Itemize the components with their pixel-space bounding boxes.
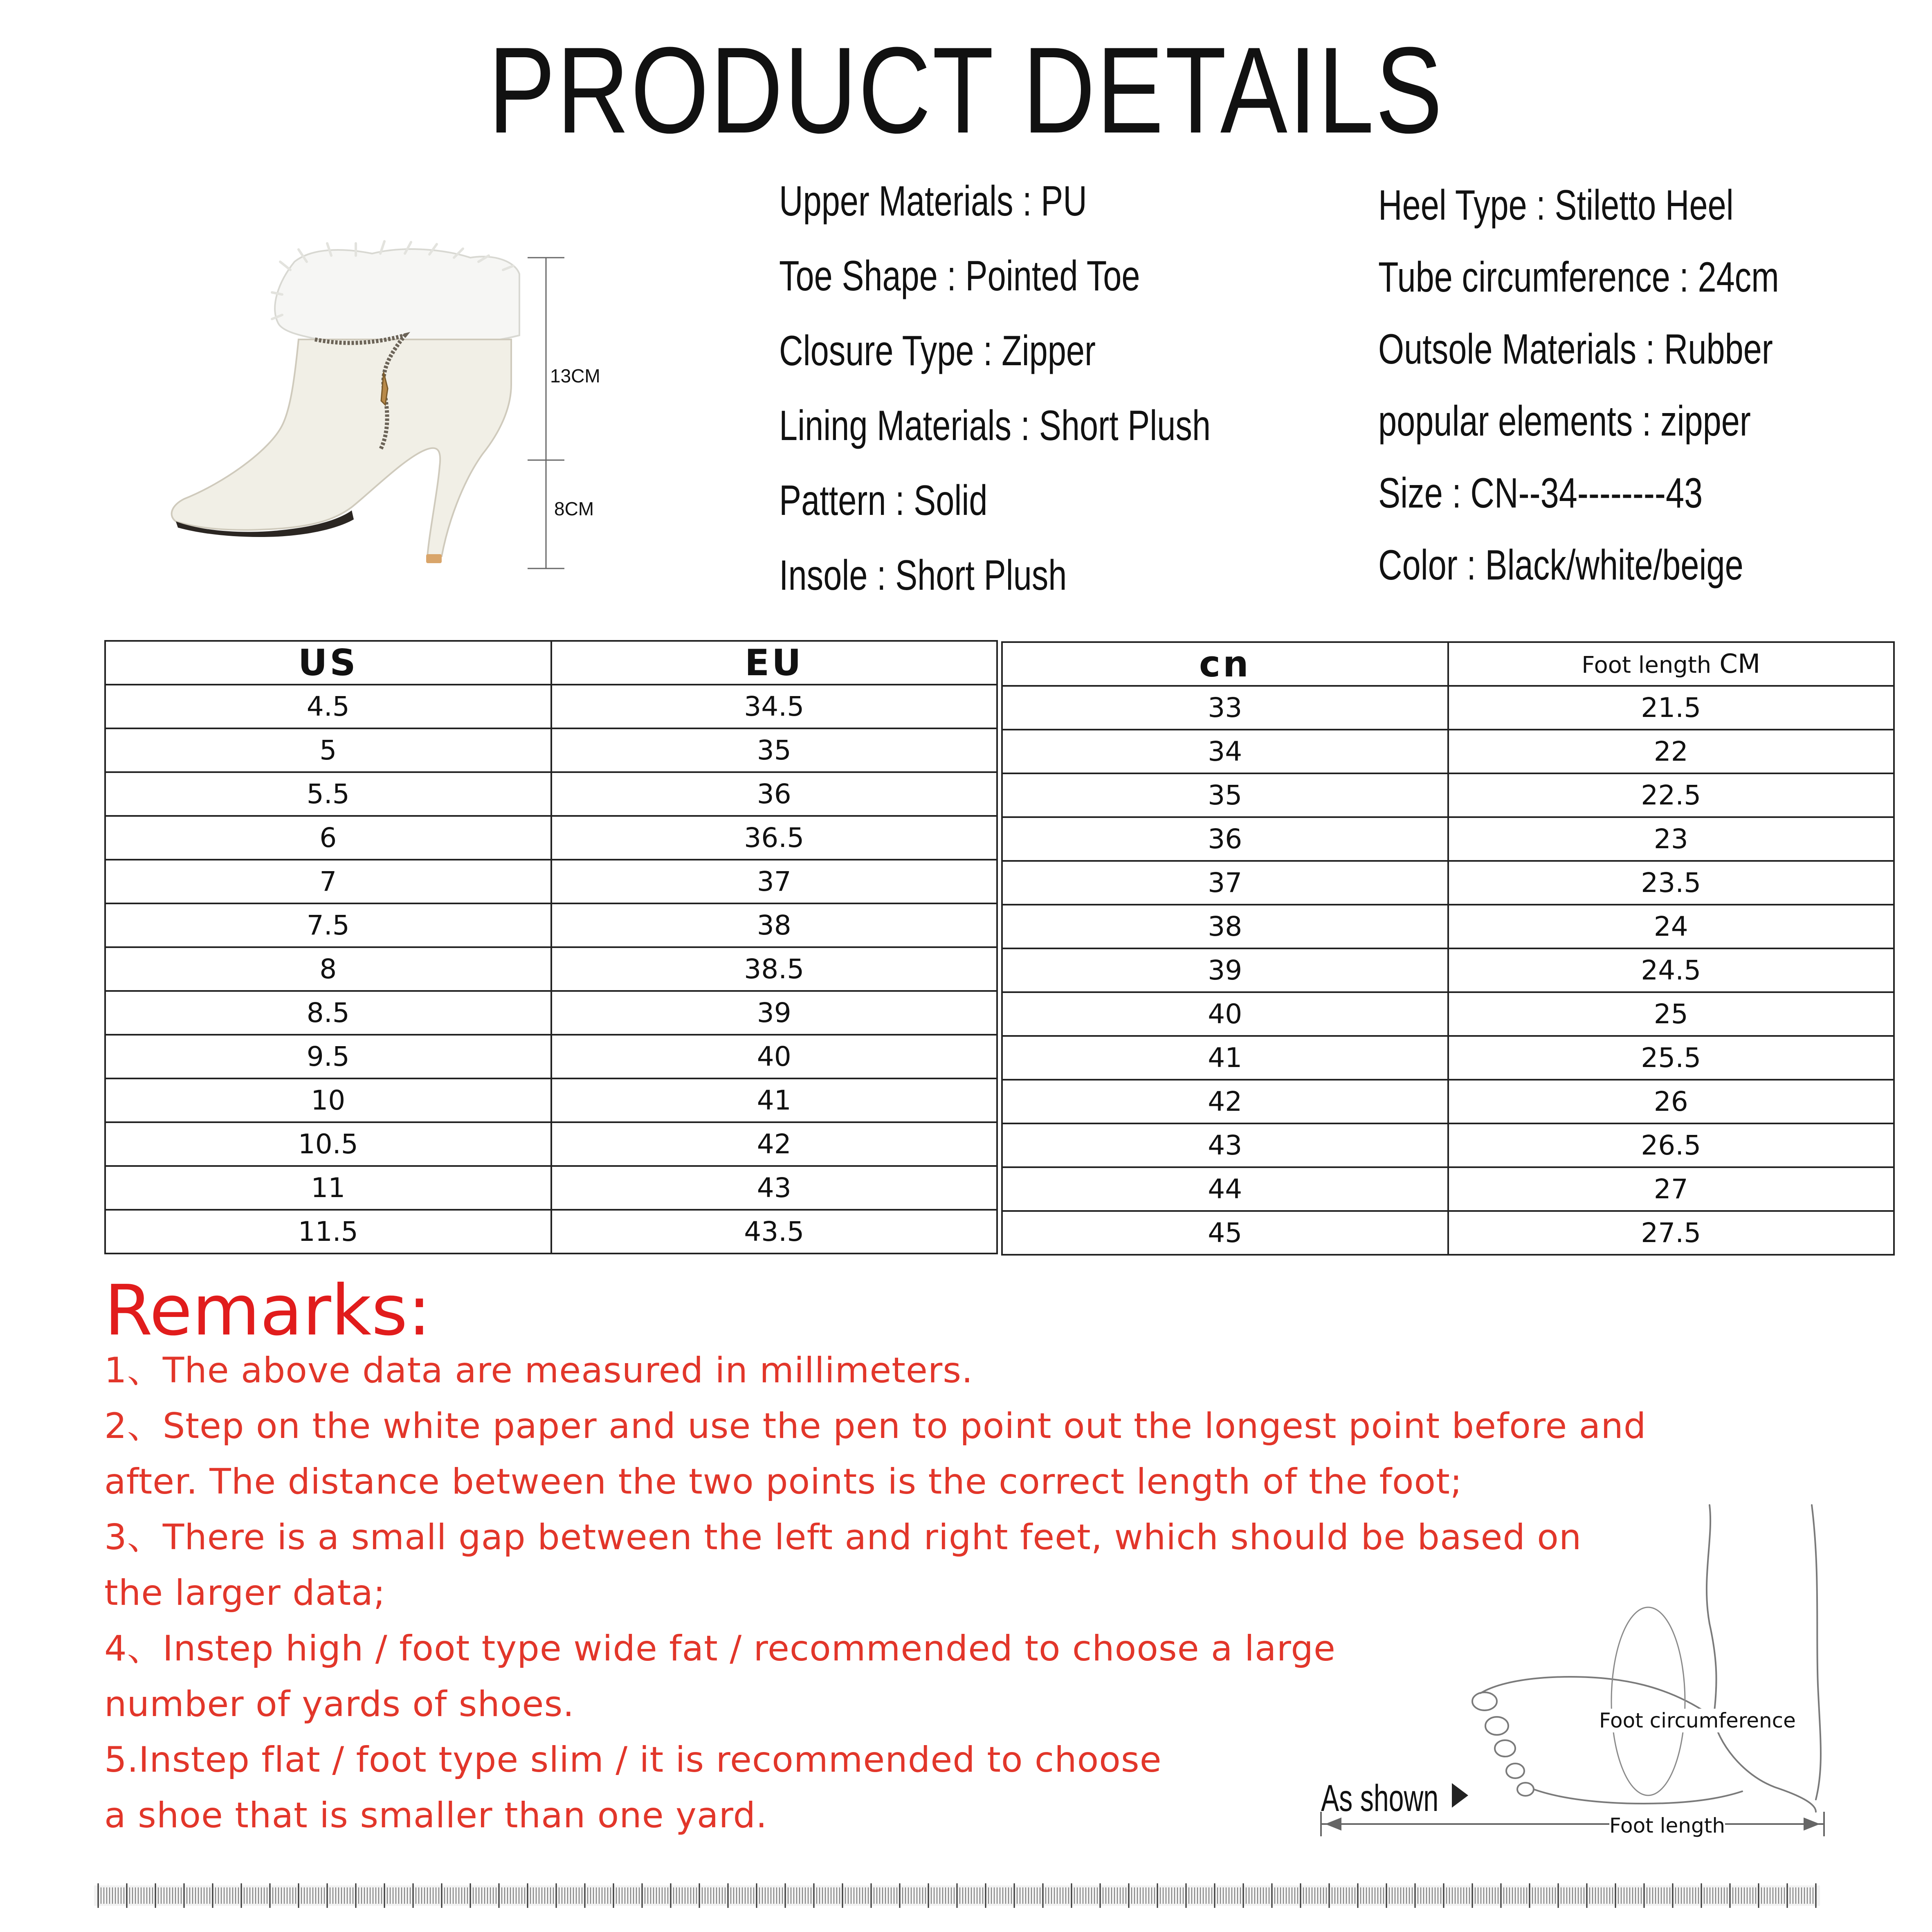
- page-title: PRODUCT DETAILS: [488, 21, 1444, 159]
- table-row: [1002, 817, 1894, 861]
- cell-eu: 37: [551, 860, 997, 903]
- cell-eu: 41: [551, 1078, 997, 1122]
- table-row: [105, 1166, 997, 1210]
- cell-cn: 36: [1002, 817, 1448, 861]
- cell-cn: 38: [1002, 905, 1448, 948]
- header-foot-length-label: Foot length: [1582, 651, 1712, 678]
- cell-cn: 34: [1002, 730, 1448, 773]
- cell-us: 4.5: [105, 685, 551, 728]
- cell-eu: 38.5: [551, 947, 997, 991]
- cell-us: 11: [105, 1166, 551, 1210]
- table-row: [1002, 1211, 1894, 1255]
- cell-foot-length: 23: [1448, 817, 1894, 861]
- cell-eu: 36.5: [551, 816, 997, 860]
- cell-us: 10: [105, 1078, 551, 1122]
- table-row: [105, 991, 997, 1035]
- cell-us: 7: [105, 860, 551, 903]
- table-row: [1002, 948, 1894, 992]
- cell-us: 10.5: [105, 1122, 551, 1166]
- table-row: [105, 1122, 997, 1166]
- table-row: [105, 728, 997, 772]
- spec-pattern: Pattern : Solid: [779, 477, 988, 524]
- cell-eu: 35: [551, 728, 997, 772]
- cell-us: 8.5: [105, 991, 551, 1035]
- table-row: [105, 685, 997, 728]
- upper-measure-label: 13CM: [550, 365, 600, 386]
- cell-us: 5.5: [105, 772, 551, 816]
- cell-foot-length: 27: [1448, 1167, 1894, 1211]
- table-row: [1002, 992, 1894, 1036]
- ruler-strip: [94, 1881, 1820, 1910]
- cell-us: 11.5: [105, 1210, 551, 1254]
- table-row: [1002, 1123, 1894, 1167]
- table-row: [1002, 905, 1894, 948]
- cell-foot-length: 26.5: [1448, 1123, 1894, 1167]
- header-us: US: [105, 641, 551, 685]
- as-shown-label: As shown: [1321, 1777, 1439, 1819]
- cell-eu: 34.5: [551, 685, 997, 728]
- cell-us: 7.5: [105, 903, 551, 947]
- remark-line-4: 4、Instep high / foot type wide fat / recommended to choose a large: [104, 1628, 1336, 1669]
- spec-upper-materials: Upper Materials : PU: [779, 177, 1087, 225]
- heel-measure-label: 8CM: [554, 498, 594, 519]
- cell-cn: 39: [1002, 948, 1448, 992]
- table-row: [1002, 686, 1894, 730]
- spec-outsole-materials: Outsole Materials : Rubber: [1378, 326, 1773, 373]
- remark-line-5-cont: a shoe that is smaller than one yard.: [104, 1795, 768, 1836]
- cell-eu: 43.5: [551, 1210, 997, 1254]
- boot-image: [160, 237, 675, 589]
- table-row: [105, 816, 997, 860]
- play-arrow-icon: [1448, 1779, 1472, 1812]
- cell-eu: 42: [551, 1122, 997, 1166]
- table-row: [105, 1078, 997, 1122]
- cell-eu: 43: [551, 1166, 997, 1210]
- cell-cn: 45: [1002, 1211, 1448, 1255]
- cell-foot-length: 22: [1448, 730, 1894, 773]
- cell-eu: 39: [551, 991, 997, 1035]
- remark-line-5: 5.Instep flat / foot type slim / it is recommended to choose: [104, 1739, 1162, 1780]
- spec-size: Size : CN--34--------43: [1378, 470, 1703, 517]
- cell-cn: 43: [1002, 1123, 1448, 1167]
- header-cn: cn: [1002, 642, 1448, 686]
- spec-heel-type: Heel Type : Stiletto Heel: [1378, 182, 1734, 229]
- cell-cn: 33: [1002, 686, 1448, 730]
- cell-foot-length: 27.5: [1448, 1211, 1894, 1255]
- cell-us: 6: [105, 816, 551, 860]
- cell-foot-length: 22.5: [1448, 773, 1894, 817]
- foot-circumference-label: Foot circumference: [1599, 1709, 1796, 1732]
- table-row: [105, 860, 997, 903]
- cell-eu: 38: [551, 903, 997, 947]
- cell-cn: 40: [1002, 992, 1448, 1036]
- measure-lines: [528, 258, 564, 568]
- cell-foot-length: 24: [1448, 905, 1894, 948]
- table-row: [1002, 1080, 1894, 1123]
- cell-us: 5: [105, 728, 551, 772]
- table-row: [1002, 730, 1894, 773]
- remark-line-4-cont: number of yards of shoes.: [104, 1684, 575, 1725]
- remark-line-2: 2、Step on the white paper and use the pen to point out the longest point before and: [104, 1406, 1647, 1447]
- cell-cn: 42: [1002, 1080, 1448, 1123]
- spec-color: Color : Black/white/beige: [1378, 541, 1743, 589]
- cell-foot-length: 25.5: [1448, 1036, 1894, 1080]
- table-row: [105, 772, 997, 816]
- spec-popular-elements: popular elements : zipper: [1378, 398, 1751, 445]
- table-row: [1002, 1036, 1894, 1080]
- spec-tube-circumference: Tube circumference : 24cm: [1378, 254, 1779, 301]
- remark-line-3: 3、There is a small gap between the left and right feet, which should be based on: [104, 1517, 1582, 1558]
- table-row: [105, 947, 997, 991]
- table-row: [105, 1210, 997, 1254]
- table-row: [1002, 1167, 1894, 1211]
- remark-line-1: 1、The above data are measured in millimeters.: [104, 1350, 973, 1391]
- remarks-title: Remarks:: [104, 1270, 431, 1351]
- size-table-cn-foot-length: [1001, 641, 1895, 1256]
- cell-cn: 44: [1002, 1167, 1448, 1211]
- cell-eu: 36: [551, 772, 997, 816]
- cell-us: 8: [105, 947, 551, 991]
- table-row: [105, 1035, 997, 1078]
- cell-cn: 37: [1002, 861, 1448, 905]
- table-row: [105, 903, 997, 947]
- cell-us: 9.5: [105, 1035, 551, 1078]
- remark-line-3-cont: the larger data;: [104, 1573, 386, 1613]
- spec-lining-materials: Lining Materials : Short Plush: [779, 402, 1211, 449]
- size-table-us-eu: [104, 640, 998, 1254]
- cell-eu: 40: [551, 1035, 997, 1078]
- foot-length-label: Foot length: [1609, 1814, 1725, 1838]
- header-foot-length-unit: CM: [1719, 649, 1761, 679]
- cell-foot-length: 23.5: [1448, 861, 1894, 905]
- cell-foot-length: 21.5: [1448, 686, 1894, 730]
- cell-foot-length: 25: [1448, 992, 1894, 1036]
- fur-cuff: [272, 241, 519, 346]
- cell-foot-length: 24.5: [1448, 948, 1894, 992]
- cell-foot-length: 26: [1448, 1080, 1894, 1123]
- cell-cn: 35: [1002, 773, 1448, 817]
- table-row: [1002, 861, 1894, 905]
- header-eu: EU: [551, 641, 997, 685]
- table-row: [1002, 773, 1894, 817]
- header-foot-length: [1448, 642, 1894, 686]
- spec-closure-type: Closure Type : Zipper: [779, 327, 1096, 375]
- spec-toe-shape: Toe Shape : Pointed Toe: [779, 252, 1140, 300]
- cell-cn: 41: [1002, 1036, 1448, 1080]
- spec-insole: Insole : Short Plush: [779, 552, 1067, 599]
- remark-line-2-cont: after. The distance between the two points is the correct length of the foot;: [104, 1461, 1462, 1502]
